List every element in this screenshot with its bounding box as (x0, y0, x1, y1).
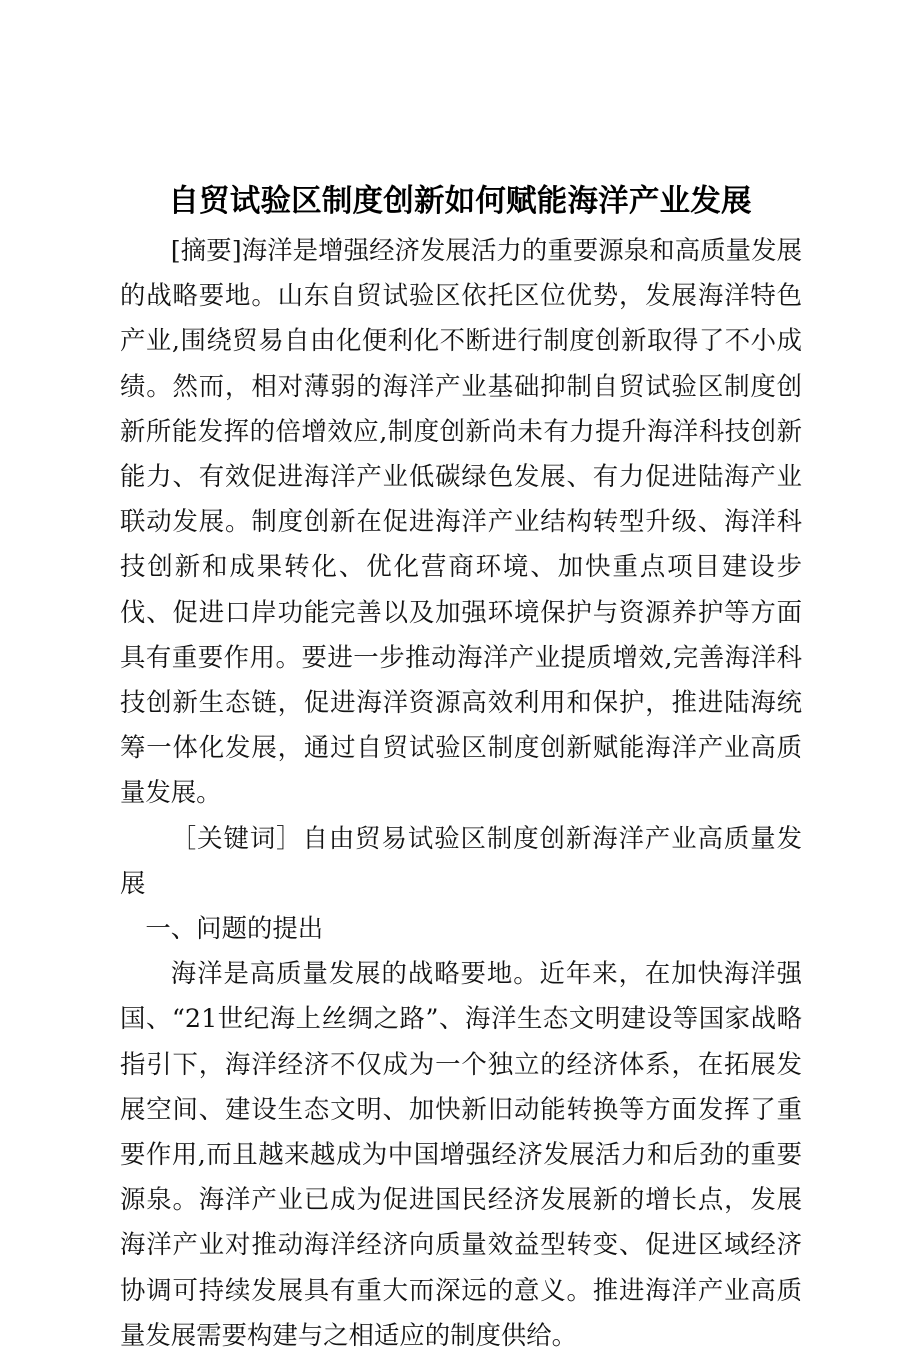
document-body (120, 228, 802, 1358)
keywords-line: ［关键词］自由贸易试验区制度创新海洋产业高质量发展 (120, 822, 802, 898)
section-heading-1: 一、问题的提出 (145, 913, 324, 944)
abstract-paragraph: [摘要]海洋是增强经济发展活力的重要源泉和高质量发展的战略要地。山东自贸试验区依托区位优势，发展海洋特色产业,围绕贸易自由化便利化不断进行制度创新取得了不小成绩。然而，相对薄弱的海洋产业基础抑制自贸试验区制度创新所能发挥的倍增效应,制度创新尚未有力提升海洋科技创新能力、有效促进海洋产业低碳绿色发展、有力促进陆海产业联动发展。制度创新在促进海洋产业结构转型升级、海洋科技创新和成果转化、优化营商环境、加快重点项目建设步伐、促进口岸功能完善以及加强环境保护与资源养护等方面具有重要作用。要进一步推动海洋产业提质增效,完善海洋科技创新生态链，促进海洋资源高效利用和保护，推进陆海统筹一体化发展，通过自贸试验区制度创新赋能海洋产业高质量发展。 (120, 235, 802, 808)
section-paragraph-1: 海洋是高质量发展的战略要地。近年来，在加快海洋强国、“21世纪海上丝绸之路”、海洋生态文明建设等国家战略指引下，海洋经济不仅成为一个独立的经济体系，在拓展发展空间、建设生态文明、加快新旧动能转换等方面发挥了重要作用,而且越来越成为中国增强经济发展活力和后劲的重要源泉。海洋产业已成为促进国民经济发展新的增长点，发展海洋产业对推动海洋经济向质量效益型转变、促进区域经济协调可持续发展具有重大而深远的意义。推进海洋产业高质量发展需要构建与之相适应的制度供给。 (120, 958, 802, 1350)
page-title: 自贸试验区制度创新如何赋能海洋产业发展 (168, 184, 752, 220)
